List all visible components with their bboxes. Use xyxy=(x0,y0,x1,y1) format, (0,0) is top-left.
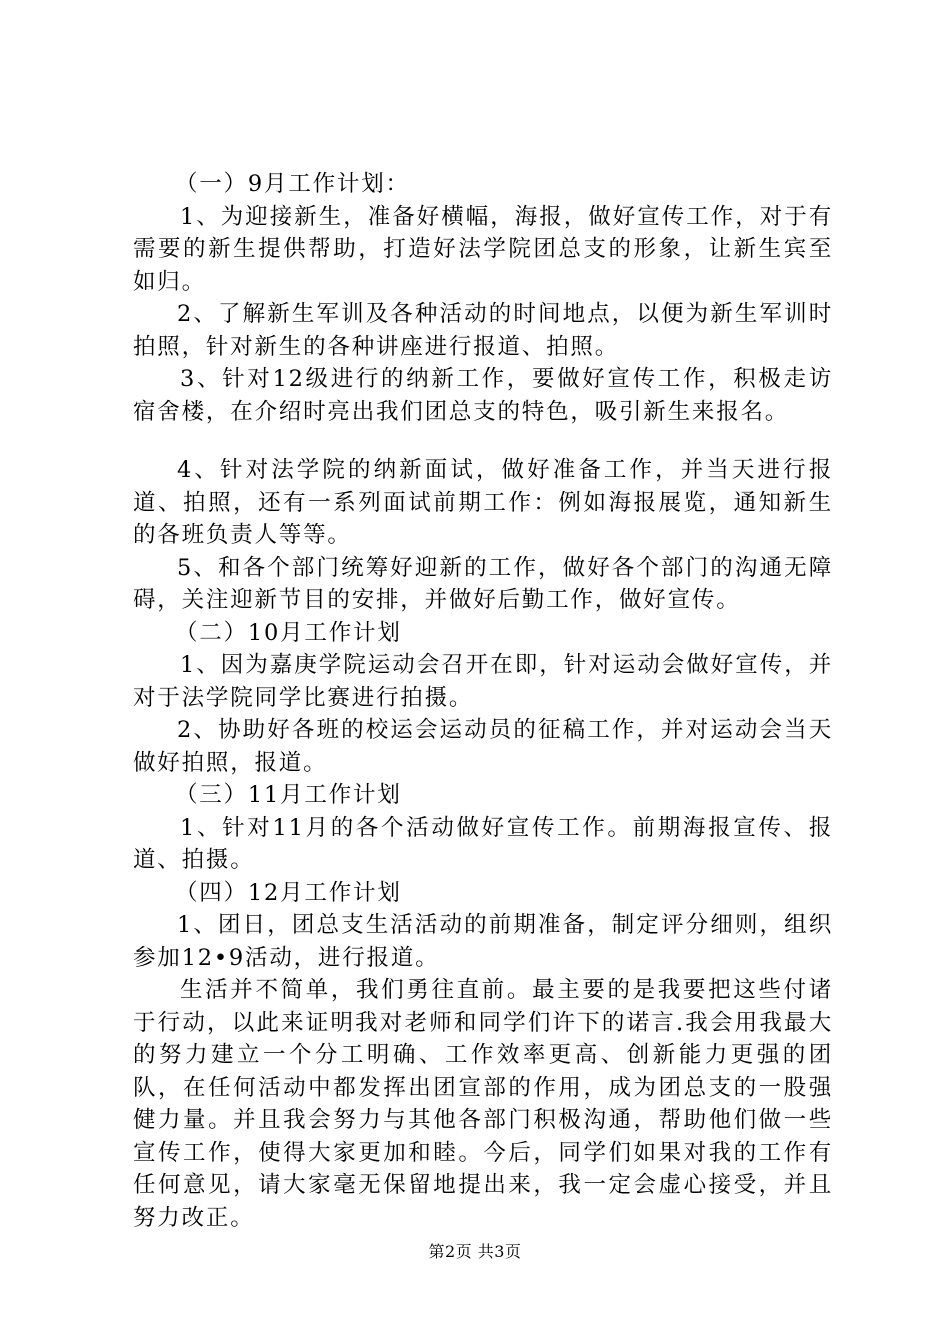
body-text xyxy=(133,168,833,1234)
paragraph: 1、为迎接新生，准备好横幅，海报，做好宣传工作，对于有需要的新生提供帮助，打造好法学院团总支的形象，让新生宾至如归。 xyxy=(133,203,833,295)
paragraph: 4、针对法学院的纳新面试，做好准备工作，并当天进行报道、拍照，还有一系列面试前期工作：例如海报展览，通知新生的各班负责人等等。 xyxy=(133,457,833,548)
heading-november: （三）11月工作计划 xyxy=(175,782,402,808)
paragraph: 5、和各个部门统筹好迎新的工作，做好各个部门的沟通无障碍，关注迎新节目的安排，并做好后勤工作，做好宣传。 xyxy=(133,554,833,613)
page-footer: 第2页 共3页 xyxy=(428,1242,522,1261)
heading-october: （二）10月工作计划 xyxy=(175,619,402,646)
heading-december: （四）12月工作计划 xyxy=(175,879,402,906)
paragraph: 3、针对12级进行的纳新工作，要做好宣传工作，积极走访宿舍楼，在介绍时亮出我们团总支的特色，吸引新生来报名。 xyxy=(133,366,833,425)
heading-september: （一）9月工作计划： xyxy=(175,171,410,197)
paragraph: 1、因为嘉庚学院运动会召开在即，针对运动会做好宣传，并对于法学院同学比赛进行拍摄。 xyxy=(133,652,833,711)
closing-paragraph: 生活并不简单，我们勇往直前。最主要的是我要把这些付诸于行动，以此来证明我对老师和同学们许下的诺言.我会用我最大的努力建立一个分工明确、工作效率更高、创新能力更强的团队，在任何活动中都发挥出团宣部的作用，成为团总支的一股强健力量。并且我会努力与其他各部门积极沟通，帮助他们做一些宣传工作，使得大家更加和睦。今后，同学们如果对我的工作有任何意见，请大家毫无保留地提出来，我一定会虚心接受，并且努力改正。 xyxy=(133,977,833,1231)
paragraph: 1、团日，团总支生活活动的前期准备，制定评分细则，组织参加12•9活动，进行报道。 xyxy=(133,912,833,971)
paragraph: 1、针对11月的各个活动做好宣传工作。前期海报宣传、报道、拍摄。 xyxy=(133,814,833,873)
paragraph: 2、协助好各班的校运会运动员的征稿工作，并对运动会当天做好拍照，报道。 xyxy=(133,717,833,776)
paragraph: 2、了解新生军训及各种活动的时间地点，以便为新生军训时拍照，针对新生的各种讲座进行报道、拍照。 xyxy=(133,301,833,360)
